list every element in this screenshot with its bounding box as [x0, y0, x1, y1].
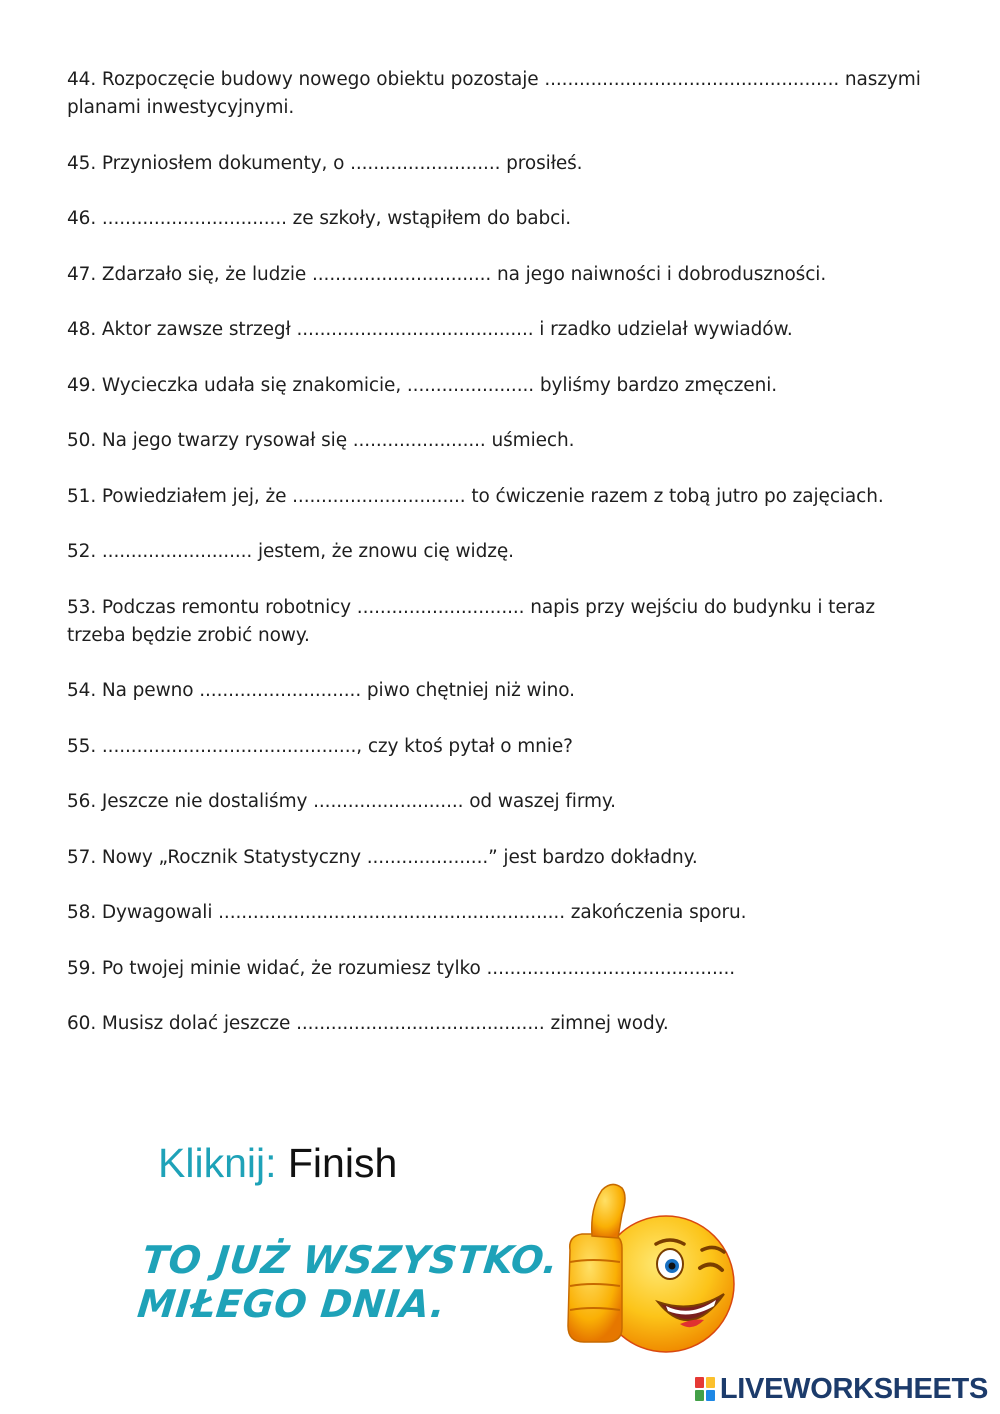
exercise-57: 57. Nowy „Rocznik Statystyczny .....................” jest bardzo dokładny. — [67, 846, 698, 868]
brand-name: LIVEWORKSHEETS — [719, 1372, 988, 1405]
click-label: Kliknij: — [158, 1140, 277, 1186]
farewell-line-2: MIŁEGO DNIA. — [135, 1282, 448, 1326]
exercise-48: 48. Aktor zawsze strzegł ......................................... i rzadko udzielał wywiadów. — [67, 319, 793, 340]
exercise-50: 50. Na jego twarzy rysował się ....................... uśmiech. — [67, 430, 575, 451]
farewell-line-1: TO JUŻ WSZYSTKO. — [140, 1238, 561, 1282]
exercise-44: 44. Rozpoczęcie budowy nowego obiektu pozostaje ................................................... naszymi planami inwestycyjnymi. — [67, 69, 921, 118]
logo-tiles-icon — [695, 1377, 715, 1401]
exercise-51: 51. Powiedziałem jej, że .............................. to ćwiczenie razem z tobą jutro po zajęciach. — [67, 485, 884, 507]
thumbs-up-wink-emoji-icon — [562, 1178, 742, 1358]
finish-instruction — [158, 1138, 397, 1188]
exercise-60: 60. Musisz dolać jeszcze ........................................... zimnej wody. — [67, 1013, 669, 1034]
exercise-54: 54. Na pewno ............................ piwo chętniej niż wino. — [67, 680, 575, 701]
exercise-46: 46. ................................ ze szkoły, wstąpiłem do babci. — [67, 208, 572, 229]
exercise-53: 53. Podczas remontu robotnicy ............................. napis przy wejściu do budynku i teraz trzeba będzie zrobić nowy. — [67, 596, 875, 646]
exercise-59: 59. Po twojej minie widać, że rozumiesz tylko ........................................... — [67, 957, 736, 979]
exercise-52: 52. .......................... jestem, że znowu cię widzę. — [67, 541, 514, 562]
farewell-message — [135, 1238, 560, 1326]
exercise-55: 55. ............................................, czy ktoś pytał o mnie? — [67, 735, 573, 757]
exercise-47: 47. Zdarzało się, że ludzie ............................... na jego naiwności i dobroduszności. — [67, 263, 827, 285]
exercise-45: 45. Przyniosłem dokumenty, o .......................... prosiłeś. — [67, 152, 583, 174]
liveworksheets-logo — [695, 1372, 988, 1406]
exercise-list — [67, 66, 927, 1066]
finish-button[interactable]: Finish — [287, 1140, 398, 1186]
exercise-49: 49. Wycieczka udała się znakomicie, ...................... byliśmy bardzo zmęczeni. — [67, 374, 778, 396]
exercise-58: 58. Dywagowali ............................................................ zakończenia sporu. — [67, 902, 747, 923]
exercise-56: 56. Jeszcze nie dostaliśmy .......................... od waszej firmy. — [67, 791, 616, 812]
